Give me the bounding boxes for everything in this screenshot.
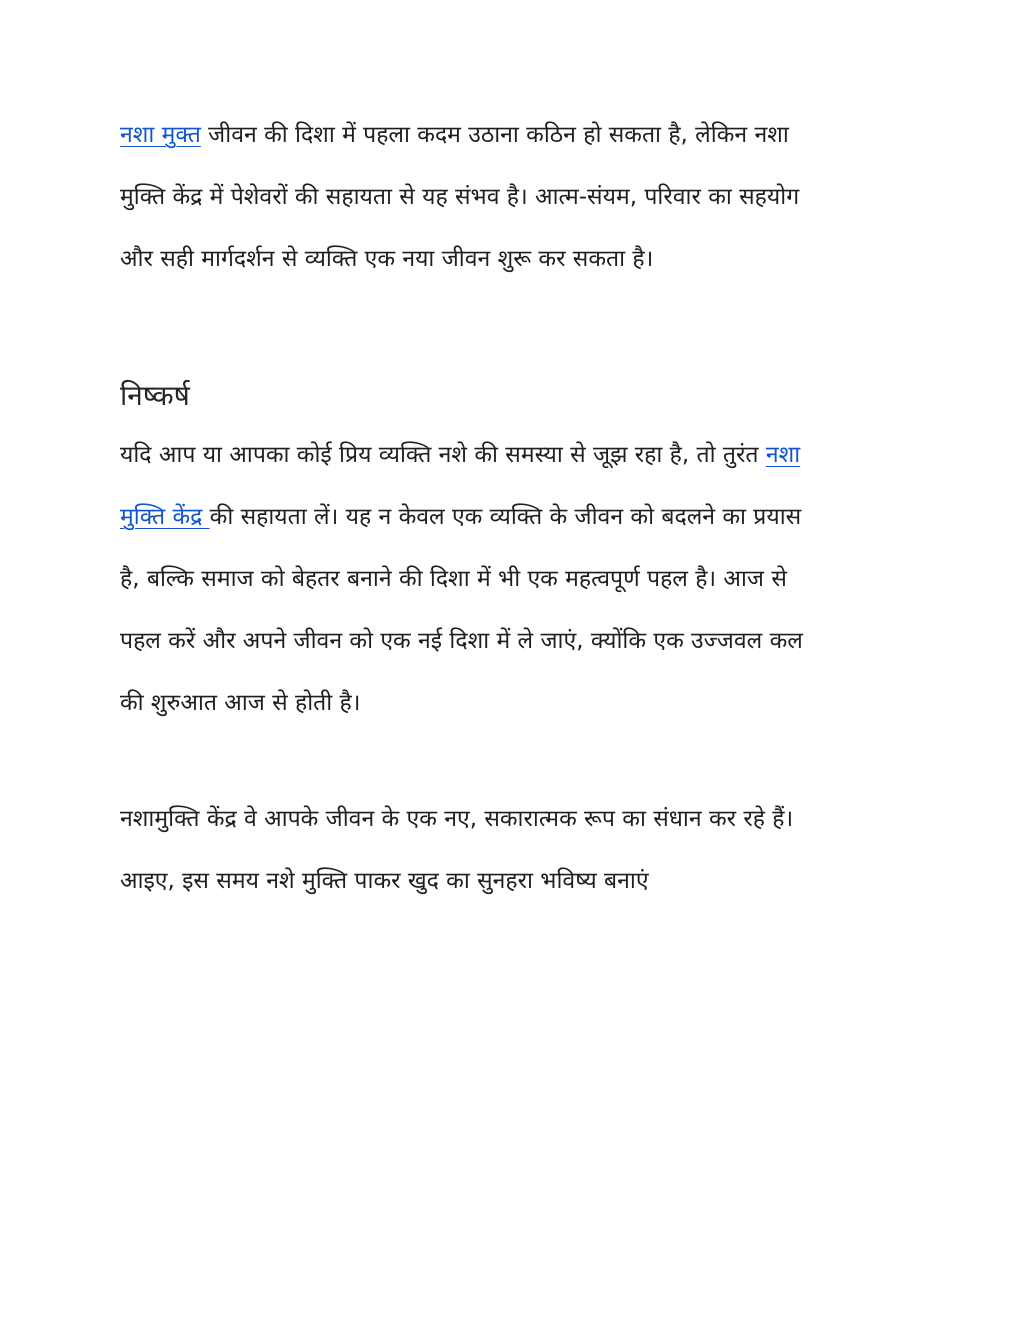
paragraph-2-line-1 (120, 440, 800, 470)
paragraph-2-line-2 (120, 502, 801, 532)
paragraph-1-line-3: और सही मार्गदर्शन से व्यक्ति एक नया जीवन शुरू कर सकता है। (120, 246, 654, 272)
nasha-mukt-link[interactable]: नशा मुक्त (120, 122, 201, 148)
paragraph-2-line-3: है, बल्कि समाज को बेहतर बनाने की दिशा में भी एक महत्वपूर्ण पहल है। आज से (120, 566, 787, 592)
mukti-kendra-link[interactable]: मुक्ति केंद्र (120, 504, 210, 530)
paragraph-3-line-2: आइए, इस समय नशे मुक्ति पाकर खुद का सुनहरा भविष्य बनाएं (120, 868, 649, 894)
paragraph-2-line-1-text: यदि आप या आपका कोई प्रिय व्यक्ति नशे की समस्या से जूझ रहा है, तो तुरंत (120, 442, 766, 468)
nasha-link[interactable]: नशा (765, 442, 801, 468)
paragraph-2-line-2-text: की सहायता लें। यह न केवल एक व्यक्ति के जीवन को बदलने का प्रयास (209, 504, 802, 530)
paragraph-1-line-1-text: जीवन की दिशा में पहला कदम उठाना कठिन हो सकता है, लेकिन नशा (200, 122, 789, 148)
paragraph-2-line-5: की शुरुआत आज से होती है। (120, 690, 361, 716)
paragraph-3-line-1: नशामुक्ति केंद्र वे आपके जीवन के एक नए, सकारात्मक रूप का संधान कर रहे हैं। (120, 806, 794, 832)
conclusion-heading: निष्कर्ष (120, 379, 190, 412)
paragraph-1-line-1 (120, 120, 789, 150)
paragraph-1-line-2: मुक्ति केंद्र में पेशेवरों की सहायता से यह संभव है। आत्म-संयम, परिवार का सहयोग (120, 184, 800, 210)
paragraph-2-line-4: पहल करें और अपने जीवन को एक नई दिशा में ले जाएं, क्योंकि एक उज्जवल कल (120, 628, 803, 654)
